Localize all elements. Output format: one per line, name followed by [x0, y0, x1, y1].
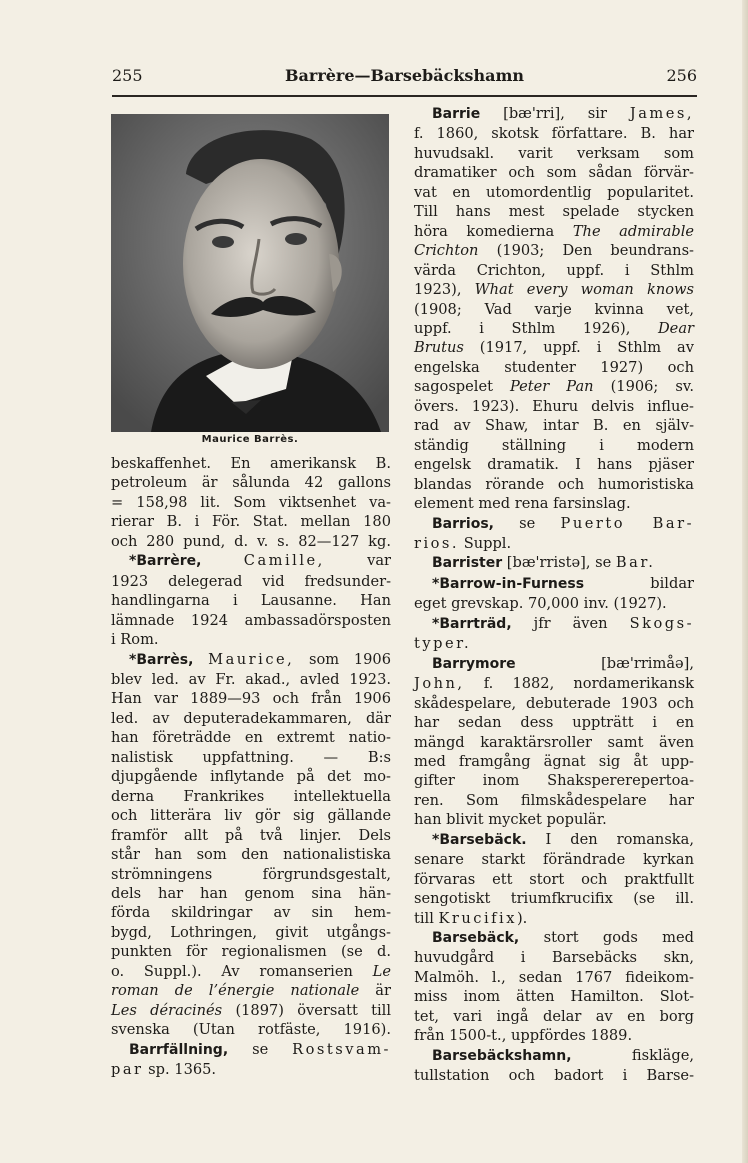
text-run — [193, 651, 208, 668]
text-run: lämnade 1924 ambassadörsposten — [111, 611, 391, 629]
text-line — [111, 611, 391, 630]
text-run: skådespelare, debuterade 1903 och — [414, 694, 694, 712]
text-line — [111, 454, 391, 473]
text-run: sp. 1365. — [143, 1061, 217, 1079]
text-run: 1923), — [414, 281, 475, 299]
text-line — [414, 280, 694, 299]
text-line — [414, 475, 694, 494]
text-line — [414, 202, 694, 221]
text-run: huvudgård i Barsebäcks skn, — [414, 949, 694, 967]
text-line — [111, 865, 391, 884]
text-line — [111, 923, 391, 942]
text-run: övers. 1923). Ehuru delvis influe- — [414, 397, 694, 415]
text-line — [111, 1001, 391, 1020]
text-line — [111, 728, 391, 747]
text-run: tullstation och badort i Barse- — [414, 1067, 694, 1085]
text-run: står han som den nationalistiska — [111, 846, 391, 864]
text-line — [111, 630, 391, 649]
text-run: rios. — [414, 534, 460, 552]
text-run: James, — [629, 105, 694, 122]
text-run: ren. Som filmskådespelare har — [414, 791, 694, 809]
text-run: *Barsebäck. — [432, 831, 527, 848]
text-line — [111, 572, 391, 591]
text-line — [111, 981, 391, 1000]
text-line — [111, 493, 391, 512]
text-run: Barsebäckshamn, — [432, 1047, 572, 1064]
text-line — [414, 948, 694, 967]
text-run — [201, 552, 243, 569]
text-run: *Barrère, — [129, 553, 202, 570]
text-line — [414, 1026, 694, 1045]
header-rule — [112, 95, 697, 97]
text-run: What every woman knows — [474, 281, 694, 299]
text-run: höra komedierna — [414, 222, 573, 240]
text-run: Le — [372, 962, 391, 980]
text-line — [414, 183, 694, 202]
text-line — [414, 654, 694, 674]
text-run: dels har han genom sina hän- — [111, 884, 391, 902]
text-run: med framgång ägnat sig åt upp- — [414, 752, 694, 770]
text-line — [111, 1020, 391, 1039]
text-run: element med rena farsinslag. — [414, 495, 631, 513]
text-line — [414, 222, 694, 241]
text-run: (1917, uppf. i Sthlm av — [463, 339, 694, 357]
text-run: blandas rörande och humoristiska — [414, 475, 694, 493]
page-number-right: 256 — [666, 66, 697, 85]
text-run: Les déracinés — [111, 1001, 223, 1019]
text-run: John, — [414, 675, 465, 693]
text-line — [111, 845, 391, 864]
text-run: blev led. av Fr. akad., avled 1923. — [111, 670, 391, 688]
text-run: Dear — [657, 319, 694, 337]
text-line — [111, 1040, 391, 1060]
text-run: svenska (Utan rotfäste, 1916). — [111, 1021, 391, 1039]
text-run: är — [359, 982, 391, 1000]
text-line — [111, 473, 391, 492]
text-line — [414, 377, 694, 396]
portrait-caption: Maurice Barrès. — [201, 434, 299, 445]
text-run: Skogs- — [629, 614, 694, 632]
text-line — [414, 241, 694, 260]
text-run: I den romanska, — [526, 830, 694, 848]
text-run: Barrios, — [432, 515, 494, 532]
text-run: bygd, Lothringen, givit utgångs- — [111, 923, 391, 941]
text-run: miss inom ätten Hamilton. Slot- — [414, 988, 694, 1006]
text-run: mängd karaktärsroller samt även — [414, 733, 694, 751]
text-run: Bar. — [615, 554, 656, 572]
text-line — [111, 884, 391, 903]
text-line — [414, 594, 694, 613]
text-run: huvudsakl. varit verksam som — [414, 144, 694, 162]
text-run: framför allt på två linjer. Dels — [111, 826, 391, 844]
text-run: [bæ'rristə], se — [502, 554, 616, 572]
text-run: typer. — [414, 635, 472, 653]
page-number-left: 255 — [112, 66, 143, 85]
text-line — [414, 830, 694, 850]
text-line — [111, 591, 391, 610]
text-line — [414, 319, 694, 338]
text-line — [414, 634, 694, 653]
text-run: Crichton — [414, 242, 479, 260]
text-line — [414, 928, 694, 948]
page-edge — [742, 0, 748, 1163]
text-run: Camille, — [243, 552, 325, 570]
text-run: eget grevskap. 70,000 inv. (1927). — [414, 595, 667, 613]
text-run: Krucifix — [438, 909, 517, 927]
text-run: = 158,98 lit. Som viktsenhet va- — [111, 493, 391, 511]
text-run: djupgående inflytande på det mo- — [111, 768, 391, 786]
text-run: petroleum är sålunda 42 gallons — [111, 474, 391, 492]
portrait-photo — [111, 114, 389, 432]
text-run: engelska studenter 1927) och — [414, 358, 694, 376]
text-run: sengotiskt triumfkrucifix (se ill. — [414, 890, 694, 908]
text-line — [111, 767, 391, 786]
text-line — [414, 870, 694, 889]
text-run: från 1500-t., uppfördes 1889. — [414, 1027, 633, 1045]
portrait-illustration — [111, 114, 389, 432]
text-line — [111, 532, 391, 551]
text-run: och 280 pund, d. v. s. 82—127 kg. — [111, 532, 391, 550]
text-line — [111, 806, 391, 825]
text-line — [414, 144, 694, 163]
text-run: *Barrträd, — [432, 615, 512, 632]
text-line — [414, 261, 694, 280]
text-line — [414, 791, 694, 810]
text-run: [bæ'rri], sir — [480, 105, 630, 122]
text-run: Suppl. — [459, 534, 512, 552]
text-run: sagospelet — [414, 378, 510, 396]
text-run: 1923 delegerad vid fredsunder- — [111, 572, 391, 590]
text-line — [414, 771, 694, 790]
text-run: f. 1882, nordamerikansk — [464, 675, 694, 693]
text-run: förvaras ett stort och praktfullt — [414, 870, 694, 888]
text-line — [111, 748, 391, 767]
text-line — [414, 674, 694, 693]
text-run: Peter Pan — [509, 378, 594, 396]
text-run: till — [414, 909, 439, 927]
text-line — [414, 810, 694, 829]
running-title: Barrère—Barsebäckshamn — [285, 66, 524, 85]
text-run: tet, vari ingå delar av en borg — [414, 1007, 694, 1025]
text-line — [414, 1066, 694, 1085]
text-run: rad av Shaw, intar B. en själv- — [414, 417, 694, 435]
text-run: The admirable — [572, 222, 695, 240]
text-run: roman de l’énergie nationale — [111, 982, 360, 1000]
text-line — [414, 968, 694, 987]
text-run: han blivit mycket populär. — [414, 811, 607, 829]
text-line — [414, 694, 694, 713]
text-run: han företrädde en extremt natio- — [111, 729, 391, 747]
text-run: Barrymore — [432, 655, 516, 672]
text-run: beskaffenhet. En amerikansk B. — [111, 455, 391, 472]
text-run: Barrie — [432, 106, 481, 122]
text-run: Till hans mest spelade stycken — [414, 203, 694, 221]
text-line — [414, 416, 694, 435]
text-line — [414, 514, 694, 534]
text-run: Puerto Bar- — [560, 514, 694, 532]
text-run: rierar B. i För. Stat. mellan 180 — [111, 513, 391, 531]
text-run: [bæ'rrimåə], — [515, 654, 694, 672]
text-run: vat en utomordentlig popularitet. — [414, 183, 694, 201]
text-run: har sedan dess uppträtt i en — [414, 714, 694, 732]
text-line — [414, 455, 694, 474]
text-line — [111, 689, 391, 708]
text-line — [111, 962, 391, 981]
text-line — [414, 987, 694, 1006]
text-line — [414, 534, 694, 553]
text-run: punkten för regionalismen (se d. — [111, 943, 391, 961]
text-line — [414, 436, 694, 455]
text-run: senare starkt förändrade kyrkan — [414, 851, 694, 869]
text-line — [414, 752, 694, 771]
text-run: o. Suppl.). Av romanserien — [111, 962, 373, 980]
text-run: derna Frankrikes intellektuella — [111, 787, 391, 805]
text-run: fiskläge, — [571, 1046, 694, 1064]
text-run: var — [324, 552, 391, 570]
text-run: Barsebäck, — [432, 930, 520, 947]
text-line — [414, 850, 694, 869]
text-line — [414, 300, 694, 319]
text-run: och litterära liv gör sig gällande — [111, 807, 391, 825]
text-line — [111, 826, 391, 845]
text-run: Barrister — [432, 555, 503, 572]
text-run: Maurice, — [208, 650, 295, 668]
text-run: i Rom. — [111, 631, 159, 649]
right-column-text — [414, 104, 694, 1086]
text-line — [111, 1060, 391, 1079]
text-line — [111, 650, 391, 670]
text-line — [414, 713, 694, 732]
text-run: strömningens förgrundsgestalt, — [111, 865, 391, 883]
text-run: bildar — [584, 574, 694, 592]
text-run: ). — [516, 909, 528, 927]
text-run: f. 1860, skotsk författare. B. har — [414, 125, 694, 143]
text-run: (1906; sv. — [593, 378, 695, 396]
text-run: gifter inom Shakspererepertoa- — [414, 772, 694, 790]
text-run: (1903; Den beundrans- — [478, 242, 694, 260]
running-header — [112, 66, 697, 88]
text-run: Barrfällning, — [129, 1041, 229, 1058]
text-line — [111, 709, 391, 728]
text-line — [414, 614, 694, 634]
text-run: (1897) översatt till — [222, 1001, 391, 1019]
text-line — [414, 163, 694, 182]
text-run: se — [494, 514, 561, 532]
text-run: uppf. i Sthlm 1926), — [414, 319, 658, 337]
text-line — [414, 1046, 694, 1066]
text-line — [414, 494, 694, 513]
text-run: dramatiker och som sådan förvär- — [414, 164, 694, 182]
text-line — [414, 104, 694, 124]
text-run: se — [228, 1040, 293, 1058]
text-run: ständig ställning i modern — [414, 436, 694, 454]
text-line — [414, 889, 694, 908]
text-line — [111, 670, 391, 689]
text-run: Malmöh. l., sedan 1767 fideikom- — [414, 968, 694, 986]
text-run: *Barrow-in-Furness — [432, 575, 585, 592]
text-line — [414, 358, 694, 377]
text-run: handlingarna i Lausanne. Han — [111, 592, 391, 610]
text-run: Rostsvam- — [292, 1040, 391, 1058]
text-line — [111, 551, 391, 571]
text-run: (1908; Vad varje kvinna vet, — [414, 300, 694, 318]
text-run: nalistisk uppfattning. — B:s — [111, 748, 391, 766]
text-line — [111, 787, 391, 806]
text-line — [414, 1007, 694, 1026]
text-run: som 1906 — [294, 650, 391, 668]
text-line — [414, 553, 694, 573]
text-run: par — [111, 1061, 144, 1079]
text-line — [111, 942, 391, 961]
text-line — [414, 733, 694, 752]
text-run: engelsk dramatik. I hans pjäser — [414, 456, 694, 474]
text-line — [414, 397, 694, 416]
text-line — [414, 338, 694, 357]
text-run: *Barrès, — [129, 651, 194, 668]
text-run: led. av deputeradekammaren, där — [111, 709, 391, 727]
text-run: Han var 1889—93 och från 1906 — [111, 690, 391, 708]
left-column-text — [111, 454, 391, 1080]
text-run: förda skildringar av sin hem- — [111, 904, 391, 922]
text-run: jfr även — [511, 614, 630, 632]
text-line — [414, 124, 694, 143]
text-line — [111, 903, 391, 922]
text-line — [414, 574, 694, 594]
text-run: värda Crichton, uppf. i Sthlm — [414, 261, 694, 279]
text-line — [414, 909, 694, 928]
text-run: stort gods med — [519, 929, 694, 947]
text-run: Brutus — [414, 339, 464, 357]
text-line — [111, 512, 391, 531]
